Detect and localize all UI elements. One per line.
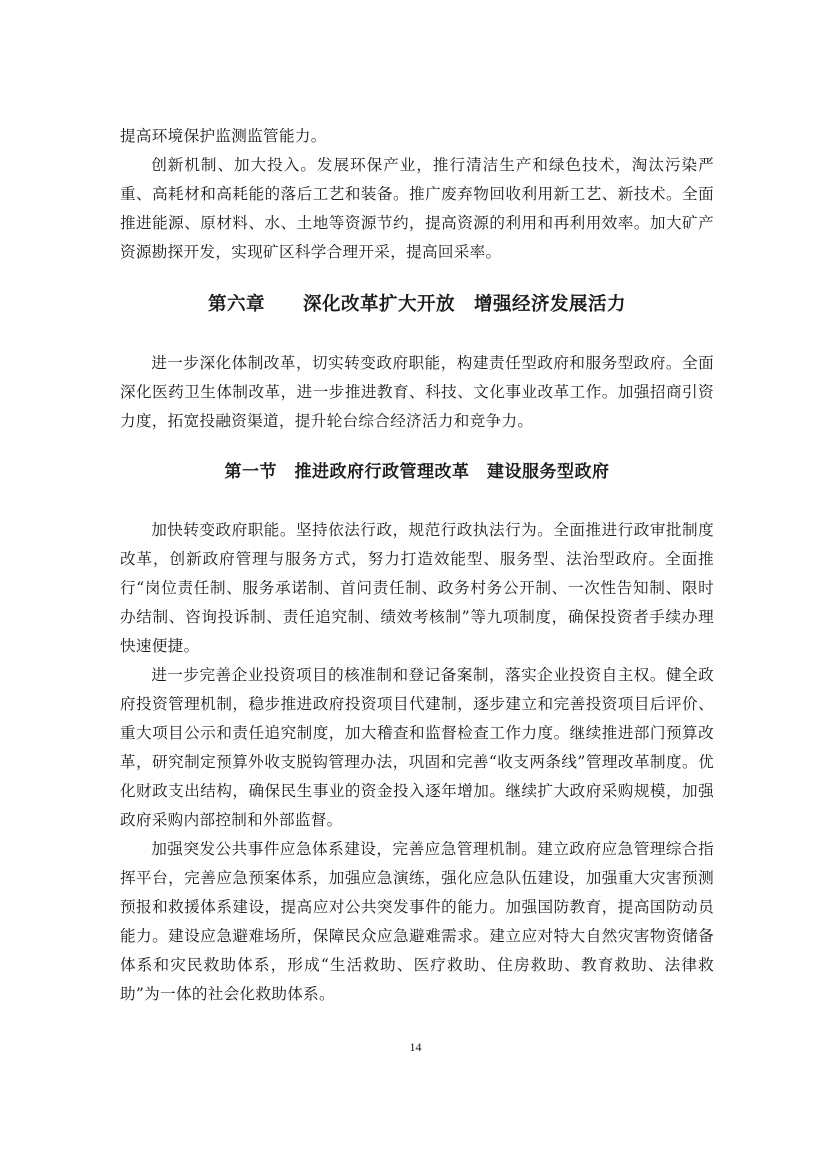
spacer [120, 267, 714, 291]
page-number: 14 [409, 1040, 422, 1054]
document-body [120, 122, 714, 1009]
spacer [120, 486, 714, 516]
chapter-intro-paragraph: 进一步深化体制改革，切实转变政府职能，构建责任型政府和服务型政府。全面深化医药卫生体制改革，进一步推进教育、科技、文化事业改革工作。加强招商引资力度，拓宽投融资渠道，提升轮台综合经济活力和竞争力。 [120, 354, 714, 430]
paragraph-continuation: 提高环境保护监测监管能力。 [120, 127, 327, 145]
paragraph-government-functions: 加快转变政府职能。坚持依法行政，规范行政执法行为。全面推进行政审批制度改革，创新政府管理与服务方式，努力打造效能型、服务型、法治型政府。全面推行“岗位责任制、服务承诺制、首问责任制、政务村务公开制、一次性告知制、限时办结制、咨询投诉制、责任追究制、绩效考核制”等九项制度，确保投资者手续办理快速便捷。 [120, 521, 714, 655]
paragraph-environment-investment: 创新机制、加大投入。发展环保产业，推行清洁生产和绿色技术，淘汰污染严重、高耗材和高耗能的落后工艺和装备。推广废弃物回收利用新工艺、新技术。全面推进能源、原材料、水、土地等资源节约，提高资源的利用和再利用效率。加大矿产资源勘探开发，实现矿区科学合理开采，提高回采率。 [120, 156, 714, 261]
paragraph-investment-management: 进一步完善企业投资项目的核准制和登记备案制，落实企业投资自主权。健全政府投资管理机制，稳步推进政府投资项目代建制，逐步建立和完善投资项目后评价、重大项目公示和责任追究制度，加大稽查和监督检查工作力度。继续推进部门预算改革，研究制定预算外收支脱钩管理办法，巩固和完善“收支两条线”管理改革制度。优化财政支出结构，确保民生事业的资金投入逐年增加。继续扩大政府采购规模，加强政府采购内部控制和外部监督。 [120, 666, 714, 829]
paragraph-emergency-system: 加强突发公共事件应急体系建设，完善应急管理机制。建立政府应急管理综合指挥平台，完善应急预案体系，加强应急演练，强化应急队伍建设，加强重大灾害预测预报和救援体系建设，提高应对公共突发事件的能力。加强国防教育，提高国防动员能力。建设应急避难场所，保障民众应急避难需求。建立应对特大自然灾害物资储备体系和灾民救助体系，形成“生活救助、医疗救助、住房救助、教育救助、法律救助”为一体的社会化救助体系。 [120, 840, 714, 1003]
spacer [120, 319, 714, 349]
spacer [120, 436, 714, 458]
chapter-title: 第六章 深化改革扩大开放 增强经济发展活力 [207, 294, 626, 315]
section-title: 第一节 推进政府行政管理改革 建设服务型政府 [224, 462, 610, 482]
